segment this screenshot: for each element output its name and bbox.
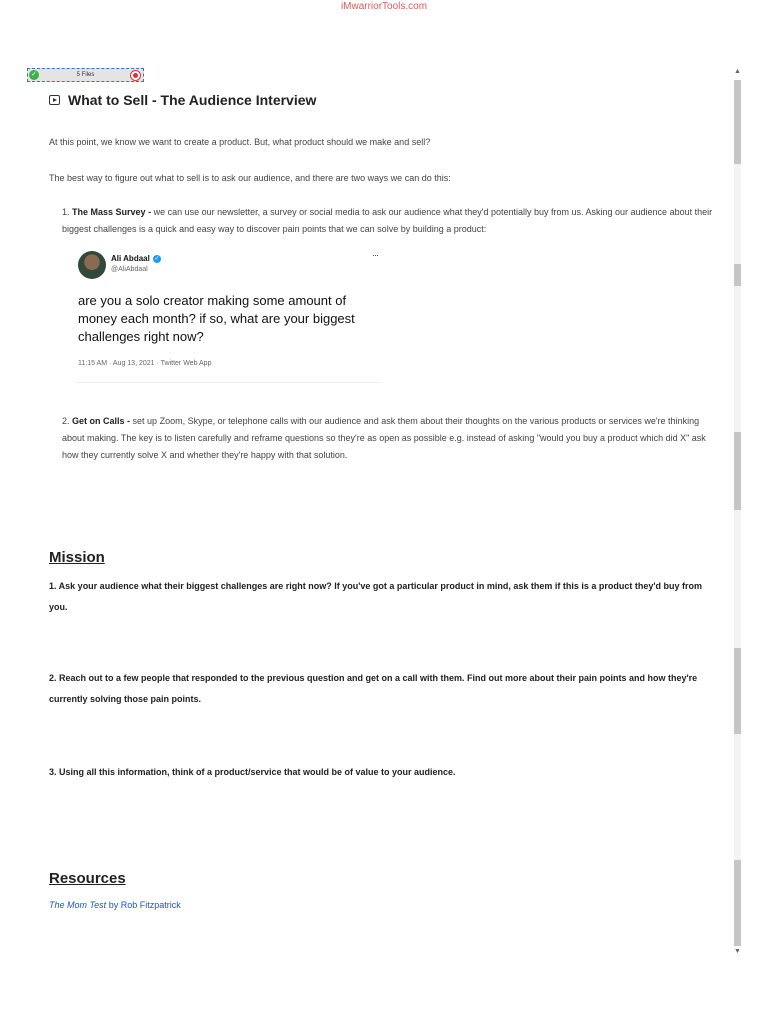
intro-paragraph-2: The best way to figure out what to sell is to ask our audience, and there are two ways we can do this: bbox=[49, 173, 451, 183]
list-text: set up Zoom, Skype, or telephone calls with our audience and ask them about their thoughts on the various products or services we're thinking about making. The key is to listen carefully and reframe questions so they're as open as possible e.g. instead of asking "would you buy a product which did X" ask how they currently solve X and whether they're happy with that solution. bbox=[62, 416, 706, 460]
video-lesson-icon bbox=[49, 95, 60, 105]
watermark-text: iMwarriorTools.com bbox=[340, 1, 428, 12]
files-widget[interactable] bbox=[27, 68, 144, 82]
scrollbar[interactable] bbox=[731, 68, 743, 960]
scrollbar-thumb-segment[interactable] bbox=[734, 860, 741, 946]
scrollbar-thumb-segment[interactable] bbox=[734, 648, 741, 734]
resources-heading: Resources bbox=[49, 870, 126, 887]
scrollbar-thumb[interactable] bbox=[734, 80, 741, 164]
files-status-icon: ✓ bbox=[29, 70, 39, 80]
files-count-label: 5 Files bbox=[76, 72, 95, 78]
mission-item-3: 3. Using all this information, think of a product/service that would be of value to your audience. bbox=[49, 767, 456, 777]
list-text: we can use our newsletter, a survey or social media to ask our audience what they'd potentially buy from us. Asking our audience about their biggest challenges is a quick and easy way to discover pain points that we can solve by building a product: bbox=[62, 207, 713, 234]
scrollbar-track[interactable] bbox=[734, 80, 741, 946]
tweet-timestamp[interactable]: 11:15 AM · Aug 13, 2021 · Twitter Web App bbox=[78, 360, 212, 367]
scroll-up-icon[interactable]: ▲ bbox=[734, 68, 741, 75]
list-item-mass-survey bbox=[62, 204, 722, 238]
embedded-tweet[interactable] bbox=[76, 246, 382, 383]
resource-link[interactable] bbox=[49, 900, 181, 910]
list-number: 2. bbox=[62, 416, 70, 426]
list-bold-label: Get on Calls - bbox=[72, 416, 131, 426]
tweet-handle[interactable]: @AliAbdaal bbox=[111, 266, 148, 273]
list-item-get-on-calls bbox=[62, 413, 722, 464]
mission-item-2: 2. Reach out to a few people that responded to the previous question and get on a call with them. Find out more about their pain points and how they're currently solving those pain points. bbox=[49, 673, 698, 704]
scroll-down-icon[interactable]: ▼ bbox=[734, 948, 741, 955]
verified-badge-icon: ✓ bbox=[154, 255, 160, 262]
resource-link-author[interactable]: by Rob Fitzpatrick bbox=[106, 900, 181, 910]
lesson-title-text: What to Sell - The Audience Interview bbox=[68, 92, 317, 108]
mission-item-1: 1. Ask your audience what their biggest challenges are right now? If you've got a particular product in mind, ask them if this is a product they'd buy from you. bbox=[49, 581, 703, 612]
files-record-icon[interactable] bbox=[130, 70, 141, 81]
scrollbar-thumb-segment[interactable] bbox=[734, 264, 741, 286]
intro-paragraph-1: At this point, we know we want to create a product. But, what product should we make and sell? bbox=[49, 137, 431, 147]
lesson-title bbox=[49, 90, 316, 110]
list-bold-label: The Mass Survey - bbox=[72, 207, 152, 217]
mission-heading: Mission bbox=[49, 549, 105, 566]
tweet-text: are you a solo creator making some amount of money each month? if so, what are your biggest challenges right now? bbox=[78, 293, 355, 344]
resource-link-title[interactable]: The Mom Test bbox=[49, 900, 107, 910]
tweet-author[interactable] bbox=[111, 254, 161, 263]
list-number: 1. bbox=[62, 207, 70, 217]
avatar[interactable] bbox=[78, 251, 106, 279]
tweet-author-name[interactable]: Ali Abdaal bbox=[111, 254, 150, 263]
scrollbar-thumb-segment[interactable] bbox=[734, 432, 741, 510]
more-options-icon[interactable]: ··· bbox=[372, 250, 378, 260]
